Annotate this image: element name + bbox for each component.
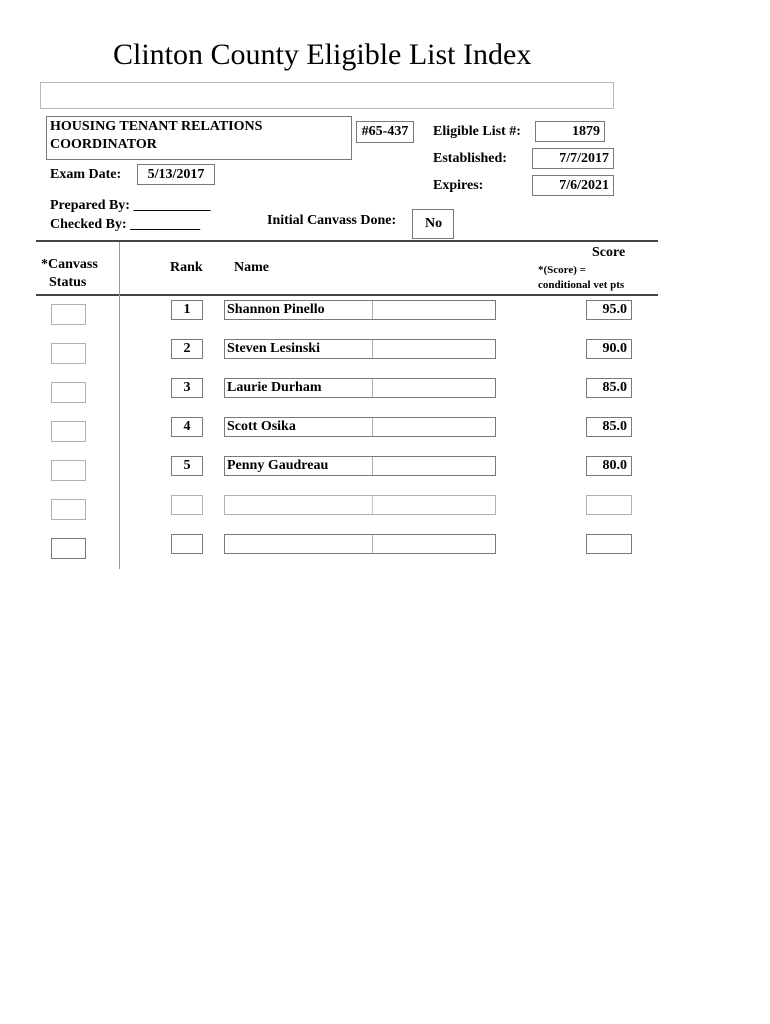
- canvass-status-box[interactable]: [51, 304, 86, 325]
- top-input-box[interactable]: [40, 82, 614, 109]
- name-cell: [224, 534, 496, 554]
- name-cell-divider: [372, 496, 373, 514]
- header-top-rule: [36, 240, 658, 242]
- name-cell-divider: [372, 418, 373, 436]
- eligible-list-label: Eligible List #:: [433, 124, 521, 139]
- rank-cell: 3: [171, 378, 203, 398]
- rank-cell: 1: [171, 300, 203, 320]
- col-rank-header: Rank: [170, 260, 203, 275]
- exam-date-label: Exam Date:: [50, 167, 122, 182]
- name-cell-divider: [372, 301, 373, 319]
- canvass-label: Initial Canvass Done:: [267, 213, 397, 228]
- score-note-2: conditional vet pts: [538, 279, 625, 291]
- col-status-header-2: Status: [49, 275, 87, 290]
- score-cell: [586, 534, 632, 554]
- name-cell-divider: [372, 379, 373, 397]
- name-cell: Shannon Pinello: [224, 300, 496, 320]
- canvass-status-box[interactable]: [51, 499, 86, 520]
- score-cell: [586, 495, 632, 515]
- score-cell: 95.0: [586, 300, 632, 320]
- rank-cell: 5: [171, 456, 203, 476]
- score-cell: 85.0: [586, 417, 632, 437]
- score-cell: 80.0: [586, 456, 632, 476]
- name-cell: Steven Lesinski: [224, 339, 496, 359]
- status-column-divider: [119, 242, 120, 569]
- name-cell: Laurie Durham: [224, 378, 496, 398]
- header-bottom-rule: [36, 294, 658, 296]
- rank-cell: [171, 534, 203, 554]
- name-cell: Penny Gaudreau: [224, 456, 496, 476]
- canvass-status-box[interactable]: [51, 538, 86, 559]
- canvass-status-box[interactable]: [51, 460, 86, 481]
- name-cell: [224, 495, 496, 515]
- name-cell-divider: [372, 457, 373, 475]
- canvass-status-box[interactable]: [51, 343, 86, 364]
- col-name-header: Name: [234, 260, 269, 275]
- established-date: 7/7/2017: [532, 148, 614, 169]
- score-cell: 85.0: [586, 378, 632, 398]
- checked-by: Checked By: __________: [50, 217, 201, 232]
- col-status-header-1: *Canvass: [41, 257, 98, 272]
- rank-cell: 4: [171, 417, 203, 437]
- exam-number: #65-437: [356, 121, 414, 143]
- position-title: HOUSING TENANT RELATIONS COORDINATOR: [50, 119, 263, 152]
- expires-date: 7/6/2021: [532, 175, 614, 196]
- expires-label: Expires:: [433, 178, 484, 193]
- name-cell: Scott Osika: [224, 417, 496, 437]
- rank-cell: 2: [171, 339, 203, 359]
- page-title: Clinton County Eligible List Index: [113, 38, 532, 71]
- established-label: Established:: [433, 151, 507, 166]
- exam-date: 5/13/2017: [137, 164, 215, 185]
- canvass-value[interactable]: No: [412, 209, 454, 239]
- prepared-by: Prepared By: ___________: [50, 198, 211, 213]
- eligible-list-number: 1879: [535, 121, 605, 142]
- score-note-1: *(Score) =: [538, 264, 586, 276]
- canvass-status-box[interactable]: [51, 421, 86, 442]
- col-score-header: Score: [592, 245, 626, 260]
- name-cell-divider: [372, 535, 373, 553]
- score-cell: 90.0: [586, 339, 632, 359]
- rank-cell: [171, 495, 203, 515]
- name-cell-divider: [372, 340, 373, 358]
- canvass-status-box[interactable]: [51, 382, 86, 403]
